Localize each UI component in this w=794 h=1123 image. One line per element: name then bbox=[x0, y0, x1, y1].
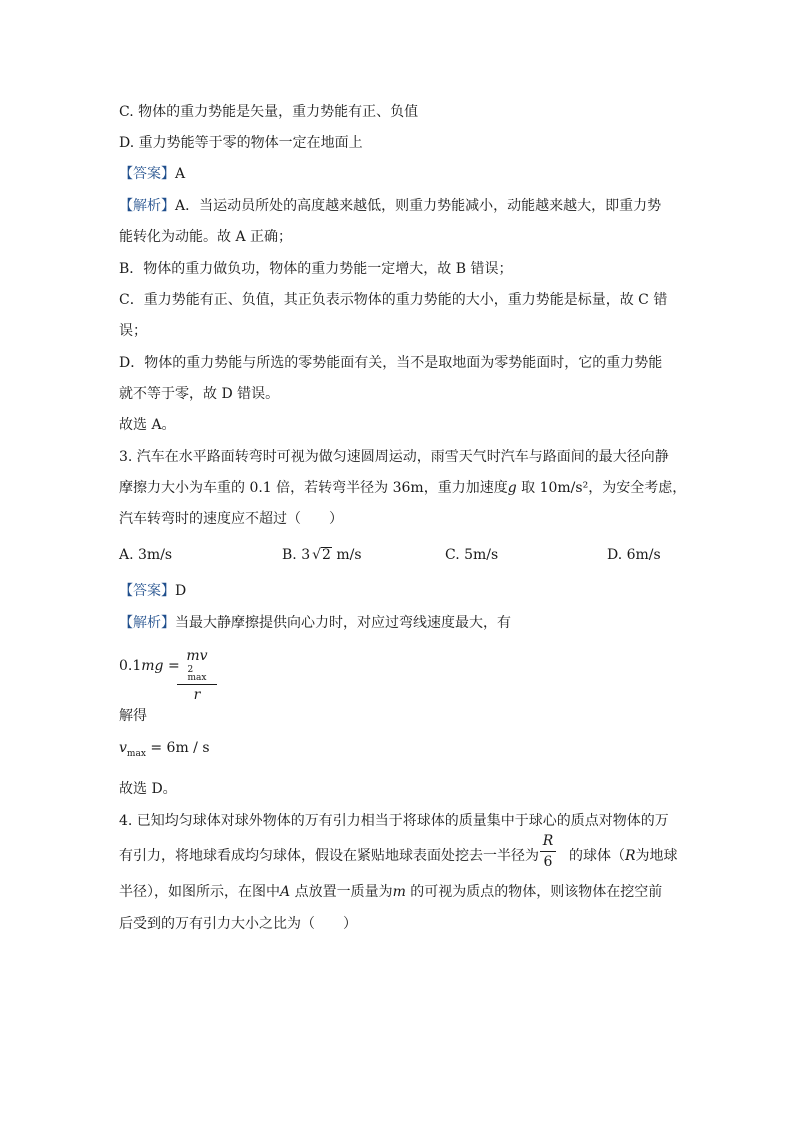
eq-sup: 2 bbox=[187, 665, 194, 675]
q3-option-c: C. 5m/s bbox=[445, 547, 499, 563]
analysis-tag: 【解析】 bbox=[119, 198, 175, 214]
fraction-numerator: R bbox=[542, 833, 554, 849]
q3-selection: 故选 D。 bbox=[119, 781, 177, 797]
q3-stem-text: 取 10m/s²，为安全考虑， bbox=[516, 480, 687, 496]
q4-stem-text: 半径），如图所示，在图中 bbox=[119, 884, 280, 900]
q2-analysis-line-7: 就不等于零，故 D 错误。 bbox=[119, 386, 280, 402]
q2-answer bbox=[119, 164, 185, 184]
q2-selection: 故选 A。 bbox=[119, 417, 176, 433]
q3-analysis-line-1 bbox=[119, 613, 511, 633]
eq-v-sub: max bbox=[126, 749, 146, 759]
fraction-bar bbox=[177, 684, 217, 685]
q2-option-c: C. 物体的重力势能是矢量，重力势能有正、负值 bbox=[119, 104, 419, 120]
equation-friction bbox=[119, 656, 180, 676]
q4-stem-text: 点放置一质量为 bbox=[290, 884, 393, 900]
eq-sub: max bbox=[187, 673, 207, 683]
symbol-r: R bbox=[625, 848, 636, 864]
eq-fraction bbox=[177, 647, 217, 704]
eq-mv: mv bbox=[186, 648, 208, 664]
equation-result bbox=[119, 738, 210, 760]
q3-option-a: A. 3m/s bbox=[119, 547, 173, 563]
analysis-tag: 【解析】 bbox=[119, 615, 175, 631]
q3-option-b: B. 3 √2 m/s bbox=[282, 547, 362, 563]
answer-value: A bbox=[175, 166, 186, 182]
q4-stem-text: 的可视为质点的物体，则该物体在挖空前 bbox=[405, 884, 663, 900]
q2-analysis-line-6: D．物体的重力势能与所选的零势能面有关，当不是取地面为零势能面时，它的重力势能 bbox=[119, 355, 663, 371]
solve-label: 解得 bbox=[119, 708, 147, 724]
eq-coef: 0.1 bbox=[119, 658, 142, 674]
sqrt-radicand: 2 bbox=[322, 547, 331, 563]
gravity-symbol: g bbox=[507, 480, 517, 496]
eq-mg: mg bbox=[141, 658, 164, 674]
eq-v: v bbox=[119, 740, 127, 756]
eq-equals: = bbox=[163, 658, 180, 674]
option-b-coef: B. 3 bbox=[282, 547, 311, 563]
q4-stem-text: 有引力，将地球看成均匀球体，假设在紧贴地球表面处挖去一半径为 bbox=[119, 848, 539, 864]
q3-option-d: D. 6m/s bbox=[607, 547, 661, 563]
answer-tag: 【答案】 bbox=[119, 166, 175, 182]
q4-stem-line-4: 后受到的万有引力大小之比为（ ） bbox=[119, 916, 357, 932]
symbol-m: m bbox=[392, 884, 406, 900]
q2-analysis-line-4: C．重力势能有正、负值，其正负表示物体的重力势能的大小，重力势能是标量，故 C 错 bbox=[119, 292, 668, 308]
point-a: A bbox=[280, 884, 291, 900]
answer-value: D bbox=[175, 583, 187, 599]
q2-analysis-line-3: B．物体的重力做负功，物体的重力势能一定增大，故 B 错误； bbox=[119, 261, 513, 277]
analysis-text: 当最大静摩擦提供向心力时，对应过弯线速度最大，有 bbox=[175, 615, 511, 631]
q4-stem-line-3 bbox=[119, 882, 662, 902]
q3-stem-line-2 bbox=[119, 478, 686, 498]
q2-analysis-line-1 bbox=[119, 196, 661, 216]
analysis-text: A．当运动员所处的高度越来越低，则重力势能减小，动能越来越大，即重力势 bbox=[175, 198, 662, 214]
eq-denominator: r bbox=[193, 687, 201, 703]
q3-stem-line-1: 3. 汽车在水平路面转弯时可视为做匀速圆周运动，雨雪天气时汽车与路面间的最大径向静 bbox=[119, 449, 669, 465]
fraction-denominator: 6 bbox=[543, 854, 553, 870]
answer-tag: 【答案】 bbox=[119, 583, 175, 599]
q4-stem-text: 的球体（ bbox=[569, 848, 625, 864]
fraction-bar bbox=[540, 851, 556, 852]
q4-stem-text: 为地球 bbox=[635, 848, 678, 864]
q3-stem-line-3: 汽车转弯时的速度应不超过（ ） bbox=[119, 511, 343, 527]
q2-analysis-line-5: 误； bbox=[119, 323, 147, 339]
q4-fraction bbox=[540, 832, 556, 871]
eq-numerator bbox=[177, 647, 217, 683]
q4-stem-line-1: 4. 已知均匀球体对球外物体的万有引力相当于将球体的质量集中于球心的质点对物体的万 bbox=[119, 813, 669, 829]
q2-analysis-line-2: 能转化为动能。故 A 正确； bbox=[119, 229, 293, 245]
eq-rhs: = 6m / s bbox=[145, 740, 210, 756]
q3-answer bbox=[119, 581, 186, 601]
q2-option-d: D. 重力势能等于零的物体一定在地面上 bbox=[119, 135, 363, 151]
option-b-unit: m/s bbox=[331, 547, 362, 563]
q3-stem-text: 摩擦力大小为车重的 0.1 倍，若转弯半径为 36m，重力加速度 bbox=[119, 480, 508, 496]
q4-stem-line-2 bbox=[119, 846, 678, 866]
